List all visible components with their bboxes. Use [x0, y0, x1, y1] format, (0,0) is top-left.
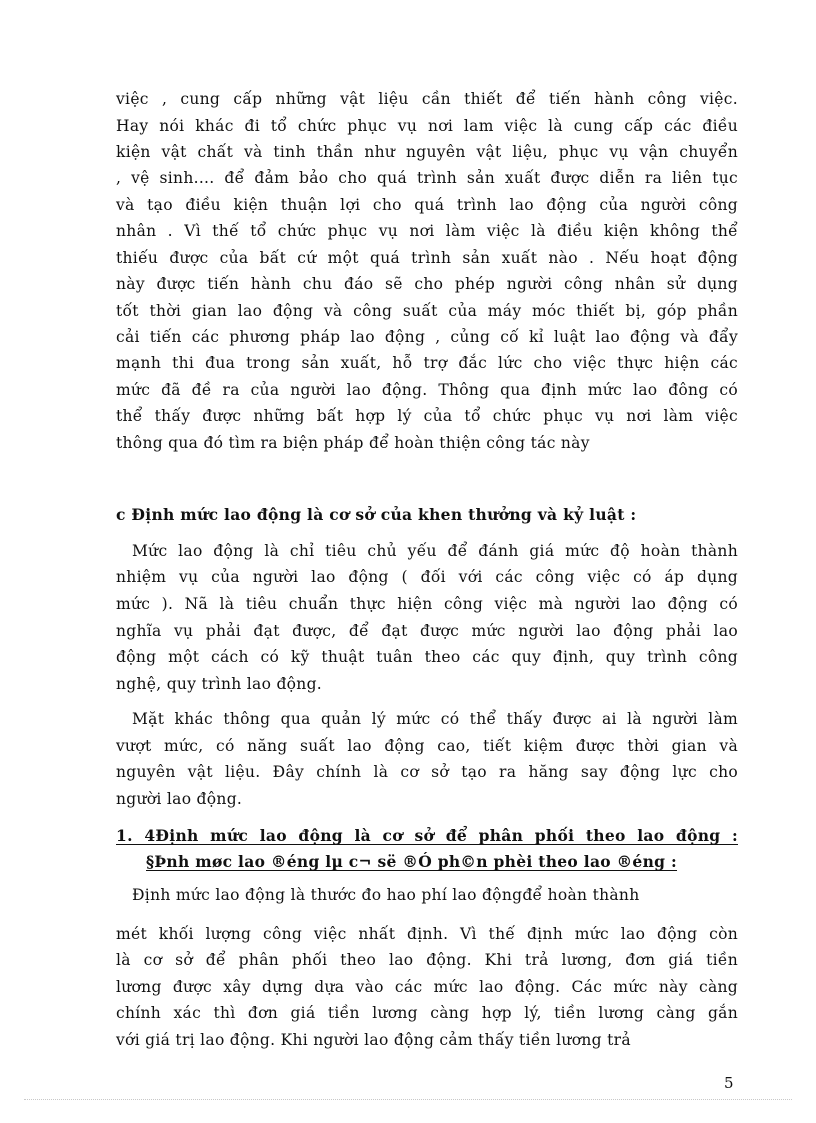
paragraph-line: thiếu được của bất cứ một quá trình sản xuất nào . Nếu hoạt động — [116, 249, 738, 267]
paragraph-line: người lao động. — [116, 790, 243, 808]
paragraph-line: mức ). Nã là tiêu chuẩn thực hiện công việc mà người lao động có — [116, 595, 738, 613]
paragraph-line: Mặt khác thông qua quản lý mức có thể thấy được ai là người làm — [132, 710, 738, 728]
paragraph-line: mạnh thi đua trong sản xuất, hỗ trợ đắc lức cho việc thực hiện các — [116, 354, 738, 372]
paragraph-line: là cơ sở để phân phối theo lao động. Khi trả lương, đơn giá tiền — [116, 951, 738, 969]
paragraph-line: Mức lao động là chỉ tiêu chủ yếu để đánh giá mức độ hoàn thành — [132, 542, 738, 560]
paragraph-line: vượt mức, có năng suất lao động cao, tiết kiệm được thời gian và — [116, 737, 738, 755]
paragraph-line: , vệ sinh.... để đảm bảo cho quá trình sản xuất được diễn ra liên tục — [116, 169, 738, 187]
paragraph-line: mét khối lượng công việc nhất định. Vì thế định mức lao động còn — [116, 925, 738, 943]
paragraph-line: mức đã đề ra của người lao động. Thông qua định mức lao đông có — [116, 381, 738, 399]
paragraph-line: động một cách có kỹ thuật tuân theo các quy định, quy trình công — [116, 648, 738, 666]
section-heading-1-4-encoded: §Þnh møc lao ®éng lµ c¬ së ®Ó ph©n phèi theo lao ®éng : — [146, 852, 678, 871]
paragraph-line: Hay nói khác đi tổ chức phục vụ nơi lam việc là cung cấp các điều — [116, 117, 738, 135]
paragraph-line: thể thấy được những bất hợp lý của tổ chức phục vụ nơi làm việc — [116, 407, 738, 425]
paragraph-line: nhân . Vì thế tổ chức phục vụ nơi làm việc là điều kiện không thể — [116, 222, 738, 240]
paragraph-line: tốt thời gian lao động và công suất của máy móc thiết bị, góp phần — [116, 302, 738, 320]
paragraph-line: nghệ, quy trình lao động. — [116, 675, 323, 693]
paragraph-line: việc , cung cấp những vật liệu cần thiết để tiến hành công việc. — [116, 90, 738, 108]
paragraph-line: này được tiến hành chu đáo sẽ cho phép người công nhân sử dụng — [116, 275, 738, 293]
page-bottom-divider — [24, 1099, 792, 1100]
paragraph-line: và tạo điều kiện thuận lợi cho quá trình lao động của người công — [116, 196, 738, 214]
paragraph-line: Định mức lao động là thước đo hao phí lao độngđể hoàn thành — [132, 886, 640, 904]
paragraph-line: nghĩa vụ phải đạt được, để đạt được mức người lao động phải lao — [116, 622, 738, 640]
paragraph-line: thông qua đó tìm ra biện pháp để hoàn thiện công tác này — [116, 434, 590, 452]
paragraph-line: chính xác thì đơn giá tiền lương càng hợp lý, tiền lương càng gắn — [116, 1004, 738, 1022]
paragraph-line: nguyên vật liệu. Đây chính là cơ sở tạo ra hăng say động lực cho — [116, 763, 738, 781]
page-number: 5 — [724, 1074, 734, 1092]
paragraph-line: với giá trị lao động. Khi người lao động cảm thấy tiền lương trả — [116, 1031, 631, 1049]
paragraph-line: nhiệm vụ của người lao động ( đối với các công việc có áp dụng — [116, 568, 738, 586]
section-heading-c: c Định mức lao động là cơ sở của khen thưởng và kỷ luật : — [116, 505, 637, 524]
paragraph-line: kiện vật chất và tinh thần như nguyên vật liệu, phục vụ vận chuyển — [116, 143, 738, 161]
paragraph-line: lương được xây dựng dựa vào các mức lao động. Các mức này càng — [116, 978, 738, 996]
section-heading-1-4: 1. 4Định mức lao động là cơ sở để phân phối theo lao động : — [116, 826, 738, 845]
paragraph-line: cải tiến các phương pháp lao động , củng cố kỉ luật lao động và đẩy — [116, 328, 738, 346]
